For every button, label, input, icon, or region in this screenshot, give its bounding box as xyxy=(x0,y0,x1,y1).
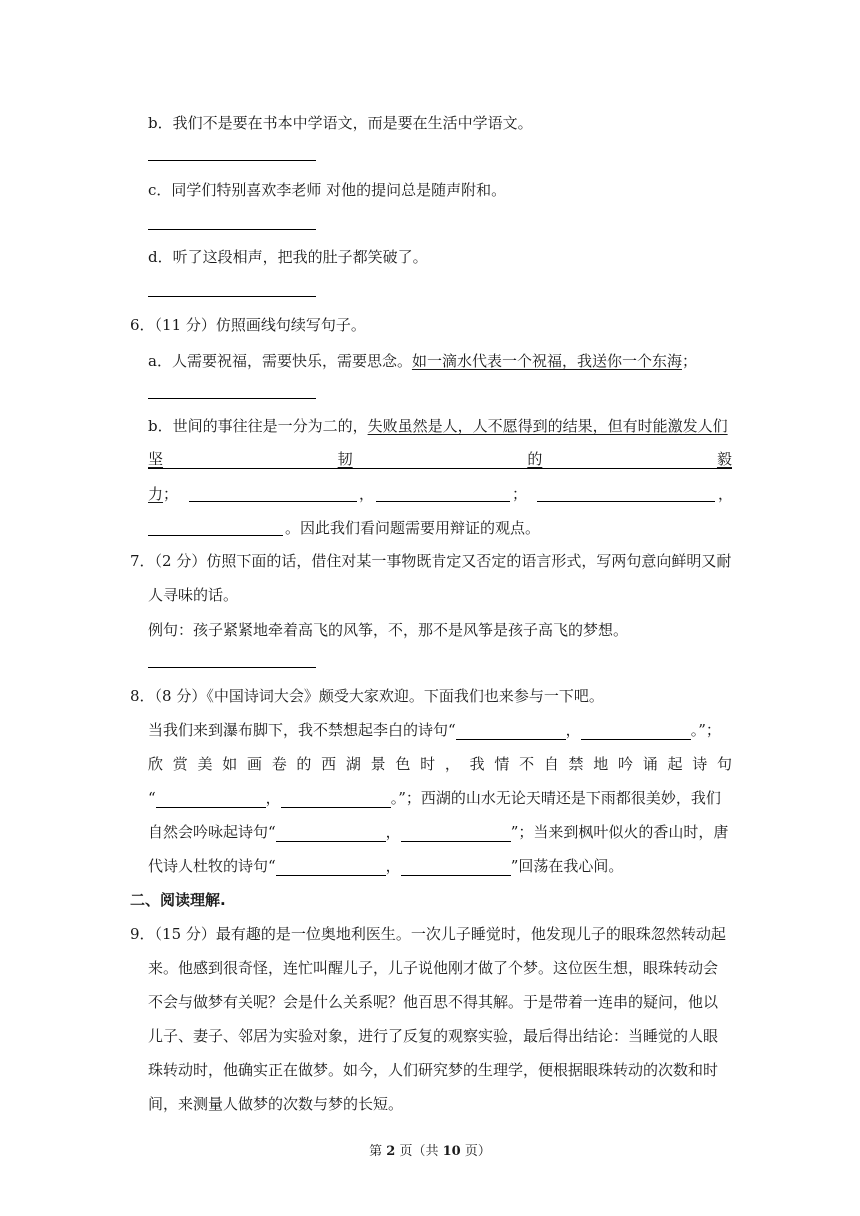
q9-line-4: 儿子、妻子、邻居为实验对象，进行了反复的观察实验，最后得出结论：当睡觉的人眼 xyxy=(148,1027,719,1045)
q6-b-char-4: 毅 xyxy=(716,450,732,468)
q8-line3-comma: ， xyxy=(265,789,281,807)
footer-pre: 第 xyxy=(369,1144,387,1159)
q6-blank-1[interactable] xyxy=(189,501,357,502)
q6-a-end: ； xyxy=(681,352,697,370)
q8-line5-post: ”回荡在我心间。 xyxy=(510,857,624,875)
footer-page-number: 2 xyxy=(386,1144,396,1159)
q6-blank-3[interactable] xyxy=(537,501,715,502)
q6-a-text: a．人需要祝福，需要快乐，需要思念。 xyxy=(148,352,412,370)
q6-comma-1: ， xyxy=(359,485,375,503)
q8-line1-comma: ， xyxy=(565,721,581,739)
q6-b-line3 xyxy=(148,484,178,504)
q6-b-text: b．世间的事往往是一分为二的， xyxy=(148,417,368,435)
q8-blank-5[interactable] xyxy=(276,825,386,842)
q6-title: 6．（11 分）仿照画线句续写句子。 xyxy=(130,316,366,334)
q5-item-c: c．同学们特别喜欢李老师 对他的提问总是随声附和。 xyxy=(148,181,507,199)
q8-line4-comma: ， xyxy=(385,823,401,841)
q6-b-char-1: 坚 xyxy=(148,450,164,468)
q8-line1 xyxy=(148,720,721,740)
q9-line-5: 珠转动时，他确实正在做梦。如今，人们研究梦的生理学，便根据眼珠转动的次数和时 xyxy=(148,1061,719,1079)
q6-comma-2: ， xyxy=(718,485,734,503)
q6-b-line3-sep: ； xyxy=(163,485,179,503)
q8-line4-pre: 自然会吟咏起诗句“ xyxy=(148,823,276,841)
page-footer xyxy=(0,1140,860,1159)
q6-b-line4: 。因此我们看问题需要用辩证的观点。 xyxy=(285,519,541,537)
section-heading: 二、阅读理解. xyxy=(130,891,226,909)
q6-item-b xyxy=(148,416,728,436)
q6-b-line3-underlined: 力 xyxy=(148,485,164,503)
footer-post: 页） xyxy=(460,1144,491,1159)
footer-total-pages: 10 xyxy=(442,1144,461,1159)
q8-blank-1[interactable] xyxy=(456,723,566,740)
q8-blank-8[interactable] xyxy=(401,859,511,876)
q8-blank-7[interactable] xyxy=(276,859,386,876)
q7-title-line2: 人寻味的话。 xyxy=(148,586,239,604)
q8-line3-post: 。”；西湖的山水无论天晴还是下雨都很美妙，我们 xyxy=(390,789,721,807)
q8-line5 xyxy=(148,856,623,876)
q8-line2: 欣赏美如画卷的西湖景色时，我情不自禁地吟诵起诗句 xyxy=(148,755,732,773)
q5-item-d: d．听了这段相声，把我的肚子都笑破了。 xyxy=(148,248,428,266)
q8-blank-6[interactable] xyxy=(401,825,511,842)
q8-blank-3[interactable] xyxy=(156,791,266,808)
q9-line-3: 不会与做梦有关呢？会是什么关系呢？他百思不得其解。于是带着一连串的疑问，他以 xyxy=(148,993,719,1011)
q6-blank-2[interactable] xyxy=(376,501,510,502)
q6-b-line2 xyxy=(148,450,732,469)
q8-line4 xyxy=(148,822,728,842)
q6-answer-line-a[interactable] xyxy=(148,398,316,399)
q8-line3-pre: “ xyxy=(148,789,156,807)
q8-line1-pre: 当我们来到瀑布脚下，我不禁想起李白的诗句“ xyxy=(148,721,456,739)
q5-answer-line-c[interactable] xyxy=(148,229,316,230)
q6-b-underlined: 失败虽然是人，人不愿得到的结果，但有时能激发人们 xyxy=(367,417,728,435)
q8-line5-pre: 代诗人杜牧的诗句“ xyxy=(148,857,276,875)
q9-line-6: 间，来测量人做梦的次数与梦的长短。 xyxy=(148,1095,404,1113)
q6-blank-4[interactable] xyxy=(148,535,283,536)
q9-line-1: 9．（15 分）最有趣的是一位奥地利医生。一次儿子睡觉时，他发现儿子的眼珠忽然转动起 xyxy=(130,925,726,943)
q6-item-a xyxy=(148,351,697,371)
q5-answer-line-b[interactable] xyxy=(148,160,316,161)
q6-semicolon: ； xyxy=(512,485,528,503)
q8-line4-post: ”；当来到枫叶似火的香山时，唐 xyxy=(510,823,729,841)
q8-title: 8．（8 分）《中国诗词大会》颇受大家欢迎。下面我们也来参与一下吧。 xyxy=(130,687,604,705)
q9-line-2: 来。他感到很奇怪，连忙叫醒儿子，儿子说他刚才做了个梦。这位医生想，眼珠转动会 xyxy=(148,959,719,977)
q6-b-char-3: 的 xyxy=(527,450,543,468)
q8-line1-post: 。”； xyxy=(690,721,721,739)
q7-example: 例句：孩子紧紧地牵着高飞的风筝，不，那不是风筝是孩子高飞的梦想。 xyxy=(148,621,629,639)
q5-item-b: b．我们不是要在书本中学语文，而是要在生活中学语文。 xyxy=(148,114,533,132)
q8-blank-2[interactable] xyxy=(581,723,691,740)
q8-blank-4[interactable] xyxy=(281,791,391,808)
q8-line3 xyxy=(148,788,721,808)
footer-mid: 页（共 xyxy=(395,1144,443,1159)
q7-answer-line[interactable] xyxy=(148,667,316,668)
q7-title-line1: 7．（2 分）仿照下面的话，借住对某一事物既肯定又否定的语言形式，写两句意向鲜明又耐 xyxy=(130,552,732,570)
q8-line5-comma: ， xyxy=(385,857,401,875)
q6-b-char-2: 韧 xyxy=(337,450,353,468)
q6-a-underlined: 如一滴水代表一个祝福，我送你一个东海 xyxy=(411,352,682,370)
q5-answer-line-d[interactable] xyxy=(148,296,316,297)
